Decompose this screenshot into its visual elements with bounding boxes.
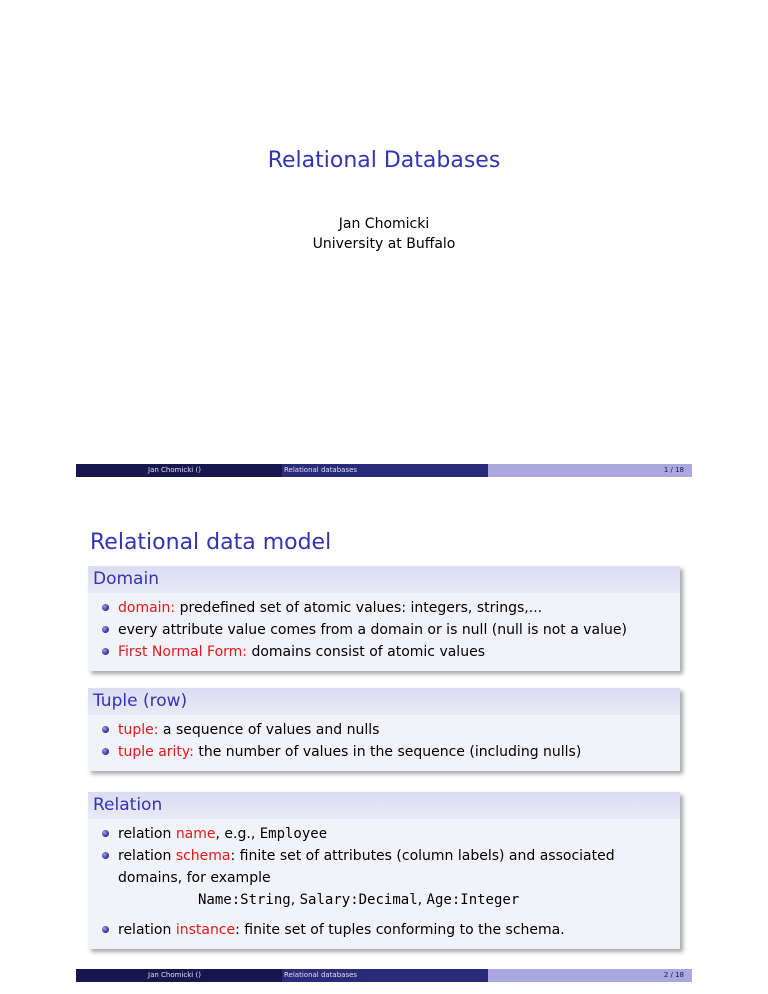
footer-page-number: 2 / 18: [663, 971, 684, 979]
bullet-icon: [102, 926, 109, 933]
separator-text: ,: [290, 892, 300, 908]
term-highlight: instance: [175, 922, 236, 938]
item-text: relation: [118, 922, 176, 938]
author-affiliation: University at Buffalo: [312, 236, 456, 252]
relation-block: [88, 792, 680, 949]
bullet-icon: [102, 604, 109, 611]
list-item: [96, 597, 672, 619]
list-item: [96, 719, 672, 741]
term-highlight: tuple:: [118, 722, 159, 738]
bullet-icon: [102, 748, 109, 755]
term-highlight: domain:: [118, 600, 176, 616]
term-highlight: First Normal Form:: [118, 644, 248, 660]
bullet-icon: [102, 852, 109, 859]
item-text: : finite set of attributes (column labels) and associated domains, for example: [118, 848, 615, 886]
slide-1: [76, 0, 692, 480]
list-item: [96, 641, 672, 663]
footer-title-section: [282, 969, 488, 982]
slide-2: [76, 510, 692, 982]
code-text: Name:String: [198, 892, 291, 908]
item-text: , e.g.,: [215, 826, 260, 842]
block-heading: Tuple (row): [88, 688, 680, 715]
separator-text: ,: [417, 892, 427, 908]
author-name: Jan Chomicki: [338, 216, 430, 232]
block-heading: Relation: [88, 792, 680, 819]
footer-author-section: [76, 464, 282, 477]
item-text: the number of values in the sequence (including nulls): [193, 744, 582, 760]
spacer: [96, 911, 672, 919]
item-text: domains consist of atomic values: [247, 644, 485, 660]
code-text: Age:Integer: [426, 892, 520, 908]
slide-2-footer: [76, 969, 692, 982]
bullet-icon: [102, 626, 109, 633]
list-item: [96, 845, 672, 911]
footer-page-number: 1 / 18: [663, 466, 684, 474]
item-text: : finite set of tuples conforming to the schema.: [235, 922, 565, 938]
domain-block: [88, 566, 680, 671]
bullet-icon: [102, 830, 109, 837]
footer-author-section: [76, 969, 282, 982]
item-text: relation: [118, 848, 176, 864]
bullet-icon: [102, 726, 109, 733]
item-text: a sequence of values and nulls: [158, 722, 380, 738]
footer-page-section: [488, 464, 692, 477]
footer-page-section: [488, 969, 692, 982]
list-item: [96, 619, 672, 641]
block-body: [88, 715, 680, 771]
footer-author: Jan Chomicki (): [148, 971, 201, 979]
term-highlight: name: [175, 826, 216, 842]
slide-2-title: Relational data model: [90, 530, 332, 555]
footer-title: Relational databases: [284, 466, 358, 474]
code-text: Employee: [259, 826, 328, 842]
list-item: [96, 919, 672, 941]
footer-title-section: [282, 464, 488, 477]
block-heading: Domain: [88, 566, 680, 593]
bullet-icon: [102, 648, 109, 655]
item-text: predefined set of atomic values: integers, strings,...: [175, 600, 543, 616]
footer-author: Jan Chomicki (): [148, 466, 201, 474]
code-text: Salary:Decimal: [299, 892, 418, 908]
block-body: [88, 593, 680, 671]
slide-1-title: Relational Databases: [267, 148, 501, 173]
item-text: every attribute value comes from a domain or is null (null is not a value): [118, 622, 627, 638]
tuple-block: [88, 688, 680, 771]
term-highlight: tuple arity:: [118, 744, 194, 760]
item-text: relation: [118, 826, 176, 842]
block-body: [88, 819, 680, 949]
schema-example: [118, 889, 672, 911]
slide-1-footer: [76, 464, 692, 477]
term-highlight: schema: [175, 848, 231, 864]
list-item: [96, 741, 672, 763]
list-item: [96, 823, 672, 845]
footer-title: Relational databases: [284, 971, 358, 979]
author-block: [76, 214, 692, 254]
